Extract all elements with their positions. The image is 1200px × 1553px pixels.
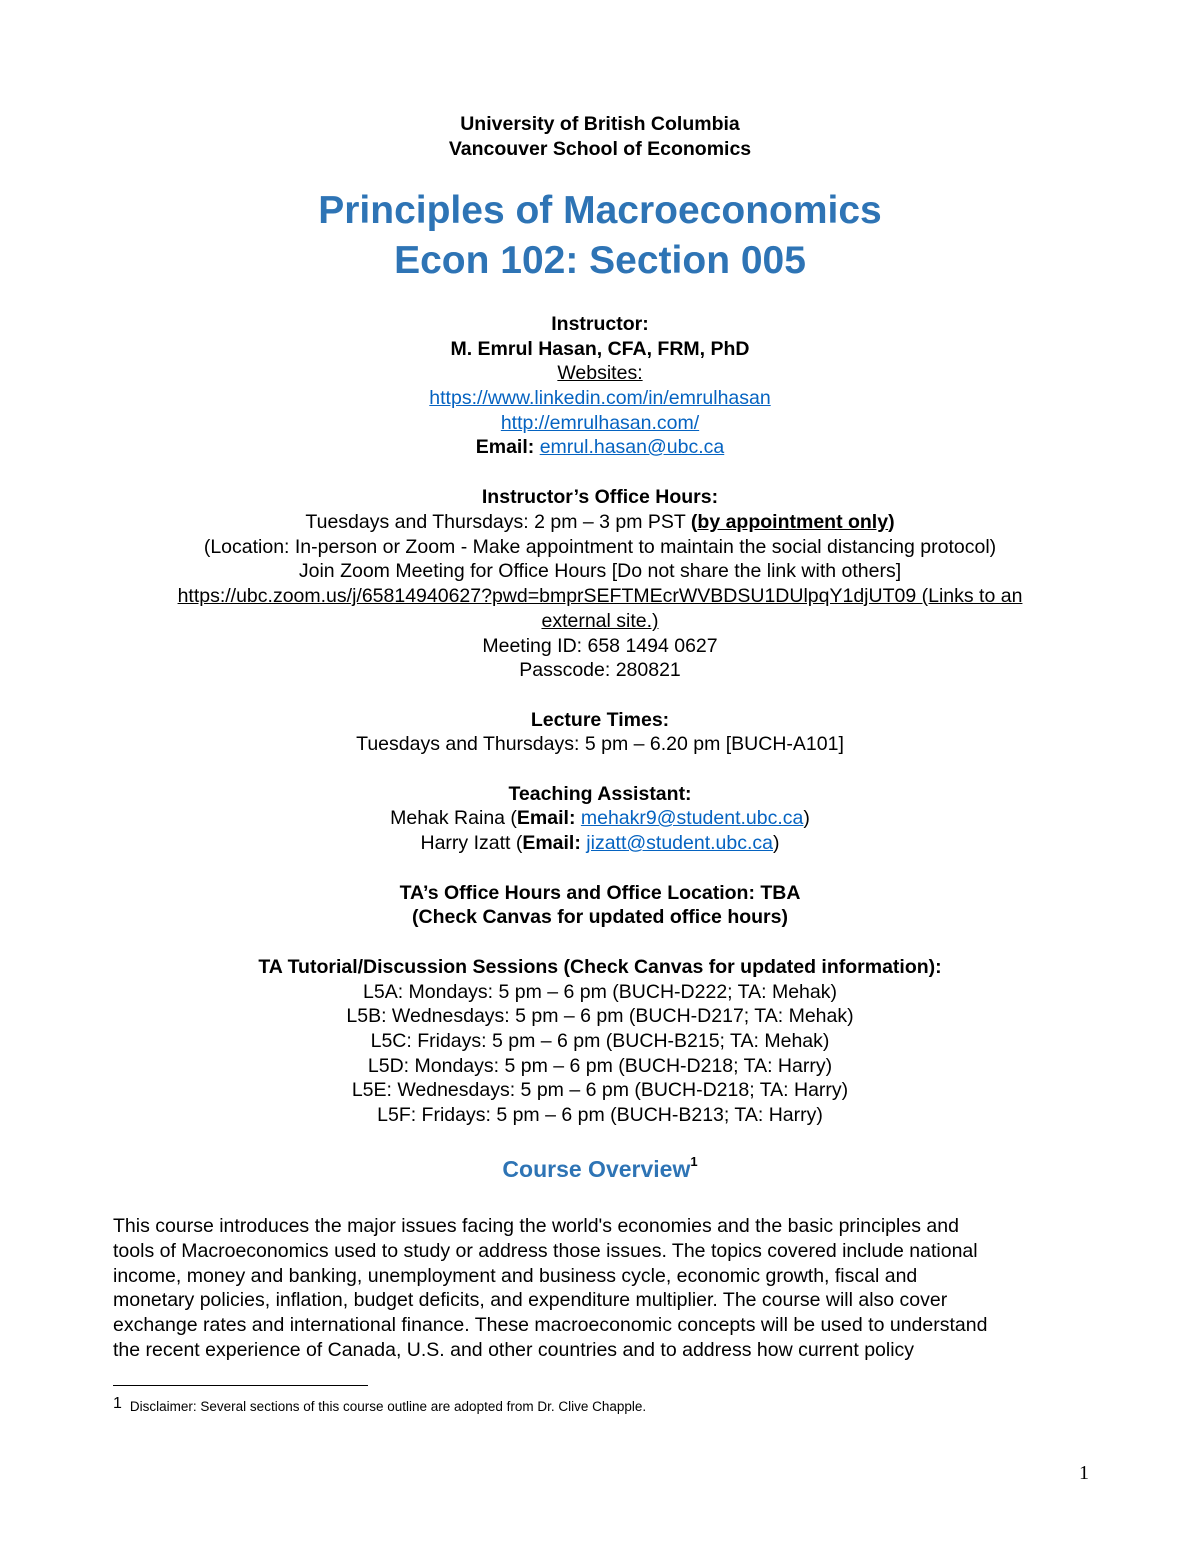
ta-label: Teaching Assistant: [508, 783, 692, 805]
office-location: (Location: In-person or Zoom - Make appointment to maintain the social distancing protocol) [203, 536, 997, 558]
course-section: Econ 102: Section 005 [394, 239, 806, 282]
email-label: Email: [475, 436, 535, 458]
meeting-id: Meeting ID: 658 1494 0627 [482, 635, 718, 657]
ta-office-note: (Check Canvas for updated office hours) [412, 906, 788, 928]
instructor-label: Instructor: [551, 313, 649, 335]
paragraph-line: exchange rates and international finance. These macroeconomic concepts will be used to understand [113, 1314, 988, 1337]
tutorial-session: L5B: Wednesdays: 5 pm – 6 pm (BUCH-D217; TA: Mehak) [346, 1005, 854, 1027]
tutorial-session: L5C: Fridays: 5 pm – 6 pm (BUCH-B215; TA: Mehak) [370, 1030, 830, 1052]
passcode: Passcode: 280821 [519, 659, 681, 681]
ta-name: Mehak Raina ( [390, 807, 517, 829]
course-overview-heading [0, 1155, 1200, 1183]
lecture-label: Lecture Times: [530, 709, 670, 731]
ta-email-label: Email: [516, 807, 576, 829]
office-hours-label: Instructor’s Office Hours: [481, 486, 719, 508]
tutorial-session: L5D: Mondays: 5 pm – 6 pm (BUCH-D218; TA: Harry) [367, 1055, 833, 1077]
ta-row-mehak [0, 806, 1200, 831]
ta-row-harry [0, 831, 1200, 856]
tutorial-session: L5E: Wednesdays: 5 pm – 6 pm (BUCH-D218; TA: Harry) [351, 1079, 849, 1101]
instructor-email-link[interactable]: emrul.hasan@ubc.ca [539, 436, 725, 458]
zoom-link[interactable]: https://ubc.zoom.us/j/65814940627?pwd=bmprSEFTMEcrWVBDSU1DUlpqY1djUT09 (Links to an [177, 585, 1023, 607]
lecture-times: Tuesdays and Thursdays: 5 pm – 6.20 pm [BUCH-A101] [356, 733, 844, 755]
tutorials-label: TA Tutorial/Discussion Sessions (Check Canvas for updated information): [258, 956, 942, 978]
footnote-number: 1 [113, 1395, 122, 1412]
office-hours-times [0, 510, 1200, 535]
website-row-2 [0, 411, 1200, 436]
tutorial-session: L5F: Fridays: 5 pm – 6 pm (BUCH-B213; TA: Harry) [377, 1104, 823, 1126]
ta-email-link[interactable]: jizatt@student.ubc.ca [586, 832, 774, 854]
ta-email-link[interactable]: mehakr9@student.ubc.ca [580, 807, 804, 829]
footnote-text: Disclaimer: Several sections of this course outline are adopted from Dr. Clive Chapple. [129, 1399, 647, 1414]
zoom-link-row-2 [0, 609, 1200, 634]
ta-office-hours: TA’s Office Hours and Office Location: TBA [399, 882, 801, 904]
appointment-note: (by appointment only) [690, 511, 895, 533]
instructor-email-row [0, 435, 1200, 460]
overview-paragraph [113, 1214, 1093, 1363]
instructor-name: M. Emrul Hasan, CFA, FRM, PhD [450, 338, 750, 360]
paragraph-line: the recent experience of Canada, U.S. and other countries and to address how current policy [113, 1338, 915, 1361]
school-name: Vancouver School of Economics [448, 138, 752, 160]
paragraph-line: monetary policies, inflation, budget deficits, and expenditure multiplier. The course will also cover [113, 1289, 948, 1312]
course-title: Principles of Macroeconomics [318, 189, 882, 232]
ta-close-paren: ) [803, 807, 810, 829]
overview-heading-text: Course Overview [502, 1156, 691, 1182]
personal-website-link[interactable]: http://emrulhasan.com/ [500, 412, 700, 434]
paragraph-line: income, money and banking, unemployment and business cycle, economic growth, fiscal and [113, 1264, 918, 1287]
footnote-marker[interactable]: 1 [690, 1154, 698, 1170]
university-name: University of British Columbia [460, 113, 740, 135]
footnote [113, 1395, 647, 1416]
office-hours-text: Tuesdays and Thursdays: 2 pm – 3 pm PST [305, 511, 691, 533]
zoom-note: Join Zoom Meeting for Office Hours [Do not share the link with others] [298, 560, 902, 582]
zoom-link-row-1 [0, 584, 1200, 609]
page-number: 1 [1079, 1462, 1089, 1484]
zoom-link-external[interactable]: external site.) [541, 610, 659, 632]
ta-email-label: Email: [522, 832, 581, 854]
ta-name: Harry Izatt ( [420, 832, 523, 854]
paragraph-line: tools of Macroeconomics used to study or address those issues. The topics covered include national [113, 1239, 978, 1262]
footnote-divider [113, 1385, 368, 1386]
tutorial-session: L5A: Mondays: 5 pm – 6 pm (BUCH-D222; TA: Mehak) [363, 981, 837, 1003]
ta-close-paren: ) [773, 832, 780, 854]
linkedin-link[interactable]: https://www.linkedin.com/in/emrulhasan [429, 387, 771, 409]
websites-label: Websites: [557, 362, 643, 384]
website-row-1 [0, 386, 1200, 411]
paragraph-line: This course introduces the major issues facing the world's economies and the basic principles and [113, 1215, 959, 1237]
